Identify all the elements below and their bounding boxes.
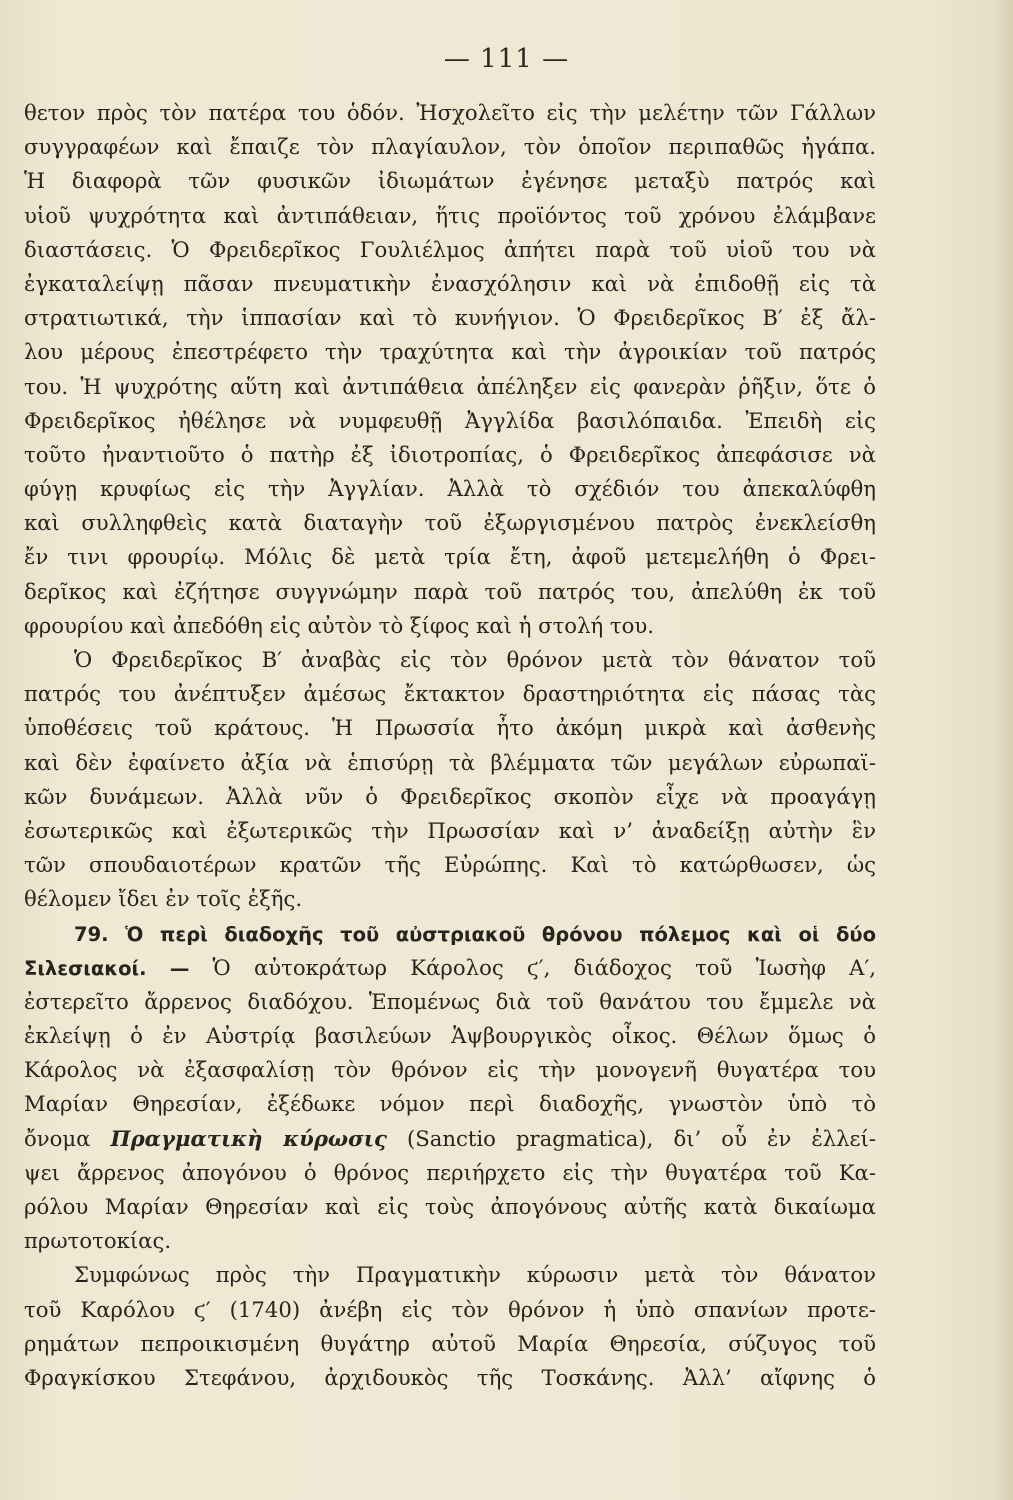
text-line: [24, 643, 876, 677]
line-text: ρόλου Μαρίαν Θηρεσίαν καὶ εἰς τοὺς ἀπογόνους αὐτῆς κατὰ δικαίωμα: [24, 1194, 876, 1219]
line-text: δερῖκος καὶ ἐζήτησε συγγνώμην παρὰ τοῦ πατρός του, ἀπελύθη ἐκ τοῦ: [24, 578, 876, 604]
text-line: [24, 848, 876, 882]
text-line: [24, 985, 876, 1019]
text-line: [24, 1327, 876, 1361]
text-line: [24, 780, 876, 814]
text-line: [24, 506, 876, 540]
line-text-tail: (Sanctio pragmatica), δι’ οὗ ἐν ἐλλεί-: [386, 1125, 876, 1151]
text-line: [24, 199, 876, 233]
line-text: ρημάτων πεπροικισμένη θυγάτηρ αὐτοῦ Μαρία Θηρεσία, σύζυγος τοῦ: [24, 1330, 876, 1356]
text-line: [24, 301, 876, 335]
text-line: [24, 1224, 876, 1258]
text-line: [24, 233, 876, 267]
text-line: [24, 370, 876, 404]
text-line: [24, 1053, 876, 1087]
line-text: καὶ συλληφθεὶς κατὰ διαταγὴν τοῦ ἐξωργισμένου πατρὸς ἐνεκλείσθη: [24, 510, 876, 536]
line-text: ὑποθέσεις τοῦ κράτους. Ἡ Πρωσσία ἦτο ἀκόμη μικρὰ καὶ ἀσθενὴς: [24, 715, 876, 741]
text-line: [24, 917, 876, 951]
line-text: Συμφώνως πρὸς τὴν Πραγματικὴν κύρωσιν μετὰ τὸν θάνατον: [74, 1262, 876, 1288]
line-text: Μαρίαν Θηρεσίαν, ἐξέδωκε νόμον περὶ διαδοχῆς, γνωστὸν ὑπὸ τὸ: [24, 1091, 876, 1117]
line-text: ἐγκαταλείψῃ πᾶσαν πνευματικὴν ἐνασχόλησιν καὶ νὰ ἐπιδοθῇ εἰς τὰ: [24, 270, 876, 296]
line-text: ψει ἄρρενος ἀπογόνου ὁ θρόνος περιήρχετο εἰς τὴν θυγατέρα τοῦ Κα-: [24, 1159, 876, 1185]
line-text: υἱοῦ ψυχρότητα καὶ ἀντιπάθειαν, ἥτις προϊόντος τοῦ χρόνου ἐλάμβανε: [24, 202, 876, 228]
line-text: κῶν δυνάμεων. Ἀλλὰ νῦν ὁ Φρειδερῖκος σκοπὸν εἶχε νὰ προαγάγῃ: [24, 783, 876, 809]
line-text: τοῦ Καρόλου ϛ′ (1740) ἀνέβη εἰς τὸν θρόνον ἡ ὑπὸ σπανίων προτε-: [24, 1296, 876, 1322]
line-text: τοῦτο ἠναντιοῦτο ὁ πατὴρ ἐξ ἰδιοτροπίας, ὁ Φρειδερῖκος ἀπεφάσισε νὰ: [24, 441, 876, 467]
line-text: τῶν σπουδαιοτέρων κρατῶν τῆς Εὐρώπης. Καὶ τὸ κατώρθωσεν, ὡς: [24, 852, 876, 878]
text-line: [24, 164, 876, 198]
text-line: [24, 1361, 876, 1395]
text-line: [24, 1122, 876, 1156]
line-text: Φρειδερῖκος ἠθέλησε νὰ νυμφευθῇ Ἀγγλίδα βασιλόπαιδα. Ἐπειδὴ εἰς: [24, 407, 876, 433]
section-heading: Σιλεσιακοί. —: [24, 956, 190, 980]
line-text: πατρός του ἀνέπτυξεν ἀμέσως ἔκτακτον δραστηριότητα εἰς πάσας τὰς: [24, 681, 876, 707]
text-line: [24, 1190, 876, 1224]
page-body-text: [24, 96, 876, 1395]
emphasized-term: Πραγματικὴ κύρωσις: [110, 1125, 387, 1151]
line-text: ἐστερεῖτο ἄρρενος διαδόχου. Ἑπομένως διὰ τοῦ θανάτου του ἔμμελε νὰ: [24, 988, 876, 1014]
section-heading: 79. Ὁ περὶ διαδοχῆς τοῦ αὐστριακοῦ θρόνου πόλεμος καὶ οἱ δύο: [74, 922, 876, 946]
text-line: [24, 130, 876, 164]
line-text: Ὁ αὐτοκράτωρ Κάρολος ϛ′, διάδοχος τοῦ Ἰωσὴφ Α′,: [189, 954, 876, 980]
text-line: [24, 404, 876, 438]
line-text: Ὁ Φρειδερῖκος Β′ ἀναβὰς εἰς τὸν θρόνον μετὰ τὸν θάνατον τοῦ: [74, 647, 876, 672]
line-text: Ἡ διαφορὰ τῶν φυσικῶν ἰδιωμάτων ἐγένησε μεταξὺ πατρός καὶ: [24, 168, 876, 194]
line-text: Φραγκίσκου Στεφάνου, ἀρχιδουκὸς τῆς Τοσκάνης. Ἀλλ’ αἴφνης ὁ: [24, 1364, 876, 1390]
text-line: [24, 677, 876, 711]
line-text: Κάρολος νὰ ἐξασφαλίσῃ τὸν θρόνον εἰς τὴν μονογενῆ θυγατέρα του: [24, 1057, 876, 1083]
line-text: φύγῃ κρυφίως εἰς τὴν Ἀγγλίαν. Ἀλλὰ τὸ σχέδιόν του ἀπεκαλύφθη: [24, 476, 876, 502]
text-line: [24, 1156, 876, 1190]
line-text: του. Ἡ ψυχρότης αὕτη καὶ ἀντιπάθεια ἀπέληξεν εἰς φανερὰν ῥῆξιν, ὅτε ὁ: [24, 373, 876, 399]
text-line: [24, 1293, 876, 1327]
text-line: [24, 814, 876, 848]
line-text: ἐσωτερικῶς καὶ ἐξωτερικῶς τὴν Πρωσσίαν καὶ ν’ ἀναδείξῃ αὐτὴν ἓν: [24, 817, 876, 843]
text-line: [24, 1258, 876, 1292]
page-edge-shadow: [995, 0, 1013, 1500]
text-line: [24, 540, 876, 574]
line-text: ἐκλείψῃ ὁ ἐν Αὐστρίᾳ βασιλεύων Ἁψβουργικὸς οἶκος. Θέλων ὅμως ὁ: [24, 1023, 876, 1049]
line-text: διαστάσεις. Ὁ Φρειδερῖκος Γουλιέλμος ἀπήτει παρὰ τοῦ υἱοῦ του νὰ: [24, 236, 876, 262]
text-line: [24, 951, 876, 985]
text-line: [24, 575, 876, 609]
line-text: συγγραφέων καὶ ἔπαιζε τὸν πλαγίαυλον, τὸν ὁποῖον περιπαθῶς ἠγάπα.: [24, 134, 876, 160]
line-text: πρωτοτοκίας.: [24, 1228, 172, 1254]
text-line: [24, 1019, 876, 1053]
line-text: καὶ δὲν ἐφαίνετο ἀξία νὰ ἑπισύρῃ τὰ βλέμματα τῶν μεγάλων εὐρωπαϊ-: [24, 749, 876, 775]
text-line: [24, 96, 876, 130]
text-line: [24, 882, 876, 916]
text-line: [24, 472, 876, 506]
line-text: στρατιωτικά, τὴν ἱππασίαν καὶ τὸ κυνήγιον. Ὁ Φρειδερῖκος Β′ ἐξ ἄλ-: [24, 305, 876, 331]
line-text: θετον πρὸς τὸν πατέρα του ὁδόν. Ἠσχολεῖτο εἰς τὴν μελέτην τῶν Γάλλων: [24, 100, 876, 125]
text-line: [24, 609, 876, 643]
line-text: ἔν τινι φρουρίῳ. Μόλις δὲ μετὰ τρία ἔτη, ἀφοῦ μετεμελήθη ὁ Φρει-: [24, 544, 876, 570]
line-text: θέλομεν ἴδει ἐν τοῖς ἑξῆς.: [24, 886, 303, 912]
text-line: [24, 335, 876, 369]
page-number: — 111 —: [443, 44, 570, 74]
text-line: [24, 267, 876, 301]
line-text: ὄνομα: [24, 1125, 111, 1151]
line-text: φρουρίου καὶ ἀπεδόθη εἰς αὐτὸν τὸ ξίφος καὶ ἡ στολή του.: [24, 612, 655, 638]
line-text: λου μέρους ἐπεστρέφετο τὴν τραχύτητα καὶ τὴν ἀγροικίαν τοῦ πατρός: [24, 339, 876, 365]
text-line: [24, 746, 876, 780]
text-line: [24, 438, 876, 472]
text-line: [24, 711, 876, 745]
text-line: [24, 1087, 876, 1121]
